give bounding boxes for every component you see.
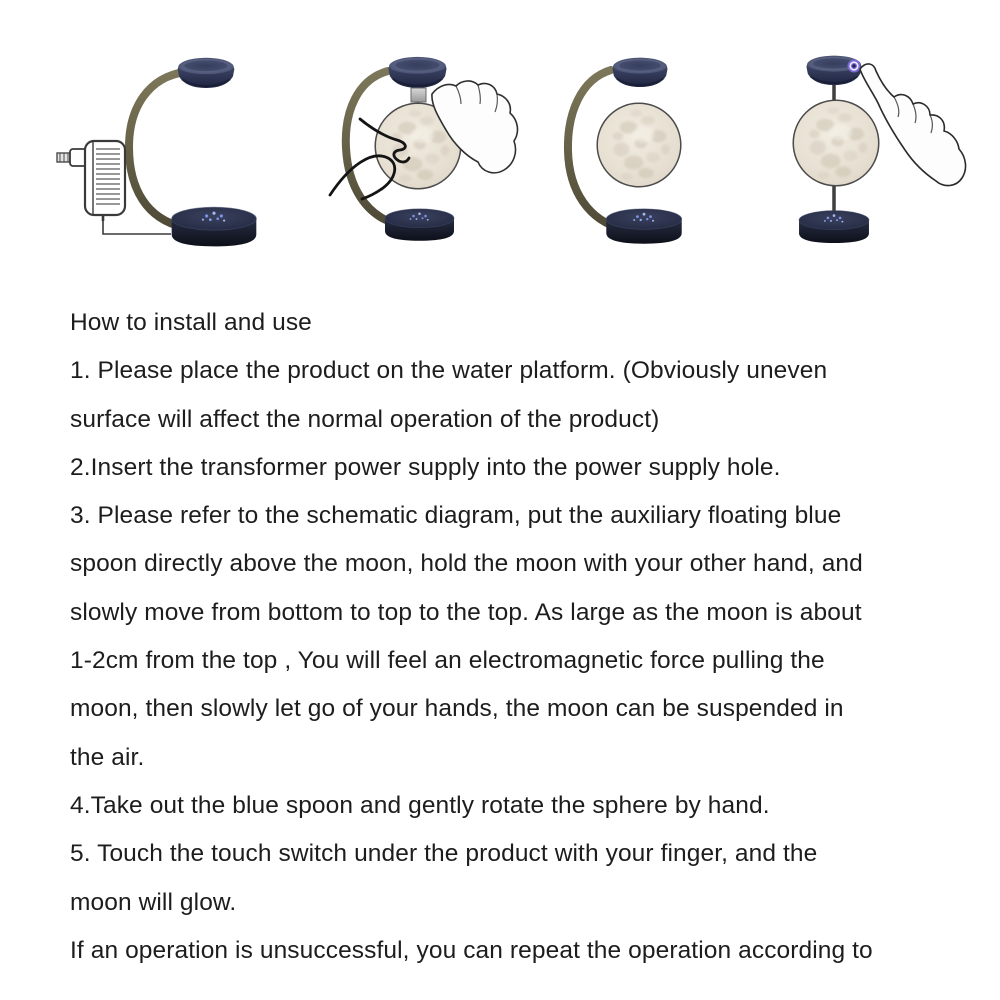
figure-moon-levitating [555,45,755,255]
hand-icon [860,64,966,186]
instruction-line: spoon directly above the moon, hold the moon with your other hand, and [70,550,863,578]
base-icon [799,211,869,243]
base-icon [606,209,681,244]
instruction-line: 1. Please place the product on the water platform. (Obviously uneven [70,357,828,385]
instruction-line: 5. Touch the touch switch under the product with your finger, and the [70,840,818,868]
top-magnet-disc-icon [613,58,668,87]
instruction-line: 2.Insert the transformer power supply into the power supply hole. [70,453,781,481]
figure-place-moon-by-hand [320,45,550,255]
base-icon [172,207,257,246]
instruction-line: 3. Please refer to the schematic diagram, put the auxiliary floating blue [70,502,842,530]
figure-touch-switch [770,45,982,255]
instruction-line: 1-2cm from the top , You will feel an electromagnetic force pulling the [70,647,825,675]
stand-arm-icon [129,72,185,227]
moon-icon [793,100,879,186]
instruction-line: moon will glow. [70,888,237,916]
top-magnet-disc-icon [389,57,447,88]
figure-plug-in-power [55,45,270,255]
power-adapter-icon [57,141,171,234]
instruction-line: surface will affect the normal operation of the product) [70,405,660,433]
connector-icon [411,88,426,102]
instructions-block [70,299,970,975]
instruction-line: moon, then slowly let go of your hands, the moon can be suspended in [70,695,844,723]
base-icon [385,209,454,241]
instruction-line: 4.Take out the blue spoon and gently rotate the sphere by hand. [70,791,770,819]
instructions-title: How to install and use [70,309,312,336]
top-magnet-disc-icon [178,58,235,88]
touch-button-icon [848,60,861,73]
instruction-line: the air. [70,743,145,771]
instruction-line: slowly move from bottom to top to the top. As large as the moon is about [70,598,862,626]
moon-icon [597,103,681,187]
instruction-line: If an operation is unsuccessful, you can repeat the operation according to [70,936,873,964]
